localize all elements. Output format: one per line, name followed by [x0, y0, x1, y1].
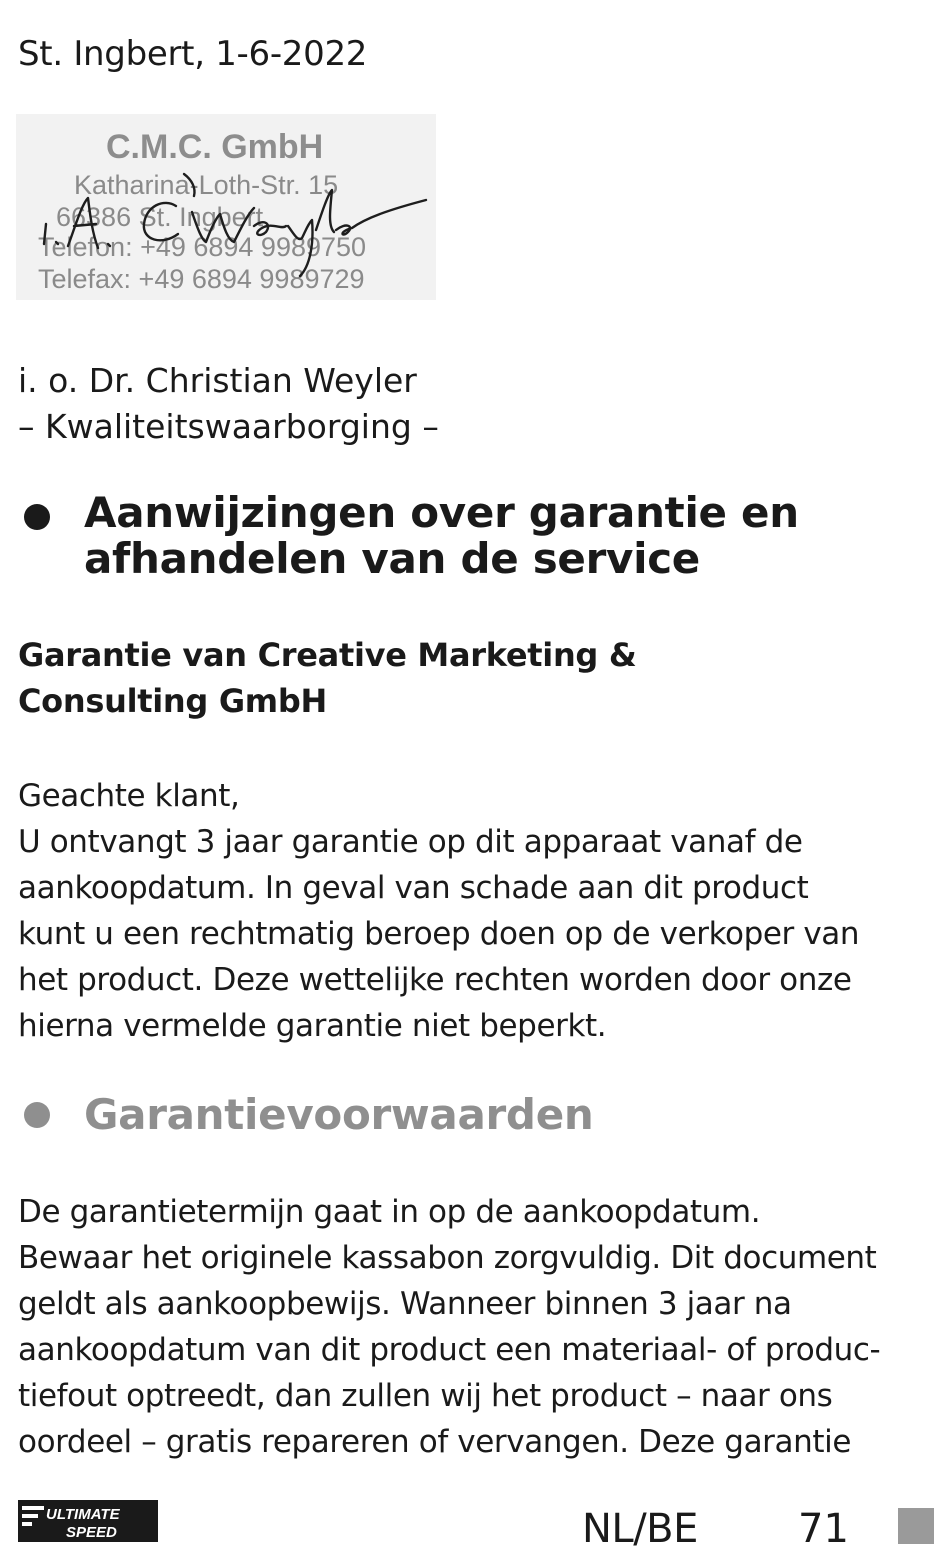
company-stamp [16, 114, 436, 300]
paragraph-line: aankoopdatum. In geval van schade aan dit product [18, 870, 809, 906]
section-heading-warranty-conditions [18, 1088, 918, 1148]
handwritten-signature [16, 114, 436, 300]
paragraph-line: tiefout optreedt, dan zullen wij het product – naar ons [18, 1378, 833, 1414]
page-number: 71 [798, 1506, 849, 1552]
page-marker-square [898, 1508, 934, 1544]
signer-block [18, 358, 439, 450]
paragraph-line: geldt als aankoopbewijs. Wanneer binnen 3 jaar na [18, 1286, 792, 1322]
paragraph-line: Geachte klant, [18, 778, 240, 814]
svg-text:ULTIMATE: ULTIMATE [46, 1506, 120, 1523]
bullet-icon [24, 504, 50, 530]
bullet-icon [24, 1102, 50, 1128]
place-date: St. Ingbert, 1-6-2022 [18, 34, 368, 74]
section-heading-text [84, 490, 799, 582]
conditions-paragraph [18, 1189, 880, 1465]
section-heading-text: Garantievoorwaarden [84, 1090, 594, 1139]
subheading-line-2: Consulting GmbH [18, 682, 327, 720]
paragraph-line: aankoopdatum van dit product een materiaal- of produc- [18, 1332, 881, 1368]
intro-paragraph [18, 773, 859, 1049]
ultimate-speed-logo [18, 1500, 158, 1542]
subheading-line-1: Garantie van Creative Marketing & [18, 636, 637, 674]
paragraph-line: hierna vermelde garantie niet beperkt. [18, 1008, 607, 1044]
stamp-city: 66386 St. Ingbert [56, 202, 264, 232]
signer-name: i. o. Dr. Christian Weyler [18, 361, 417, 400]
svg-text:SPEED: SPEED [66, 1524, 117, 1541]
stamp-phone: Telefon: +49 6894 9989750 [38, 232, 367, 262]
stamp-fax: Telefax: +49 6894 9989729 [38, 264, 365, 294]
heading-line-2: afhandelen van de service [84, 534, 700, 583]
paragraph-line: U ontvangt 3 jaar garantie op dit apparaat vanaf de [18, 824, 803, 860]
paragraph-line: De garantietermijn gaat in op de aankoopdatum. [18, 1194, 761, 1230]
signer-role: – Kwaliteitswaarborging – [18, 407, 439, 446]
heading-line-1: Aanwijzingen over garantie en [84, 488, 799, 537]
paragraph-line: oordeel – gratis repareren of vervangen. Deze garantie [18, 1424, 851, 1460]
section-heading-warranty-service [18, 490, 918, 590]
paragraph-line: het product. Deze wettelijke rechten worden door onze [18, 962, 852, 998]
paragraph-line: kunt u een rechtmatig beroep doen op de verkoper van [18, 916, 860, 952]
stamp-street: Katharina-Loth-Str. 15 [74, 170, 339, 200]
stamp-company: C.M.C. GmbH [106, 128, 324, 166]
footer-language: NL/BE [582, 1506, 698, 1552]
paragraph-line: Bewaar het originele kassabon zorgvuldig. Dit document [18, 1240, 877, 1276]
warranty-subheading [18, 632, 636, 724]
